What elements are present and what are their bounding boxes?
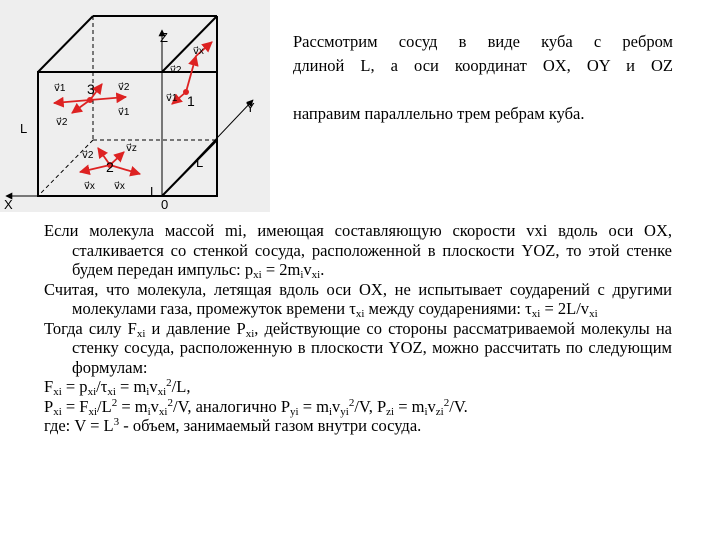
- origin-label: 0: [161, 197, 169, 212]
- velocity-v2-label: v⃗2: [118, 82, 130, 93]
- figure-background: [0, 0, 270, 212]
- formula-pressure: $P_{xi} = F_{xi}/L^2 = m_iv_{xi}^2/V$, аналогично $P_{yi} = m_iv_{yi}^2/V$, $P_{zi} = m_iv_{zi}^2/V$.: [44, 396, 468, 418]
- molecule-2-number: 2: [106, 159, 114, 175]
- formula-volume: где: $V = L^3$ - объем, занимаемый газом внутри сосуда.: [44, 416, 422, 435]
- axis-y-label: Y: [246, 100, 255, 115]
- intro-line-2: длиной L, а оси координат OX, OY и OZ: [293, 56, 673, 75]
- axis-z-label: Z: [160, 30, 168, 45]
- intro-line-1: Рассмотрим сосуд в виде куба с ребром: [293, 32, 673, 51]
- velocity-v2-label: v⃗2: [56, 117, 68, 128]
- paragraph-interval: Считая, что молекула, летящая вдоль оси OX, не испытывает соударений с другими молекулами газа, промежуток времени $\tau_{xi}$ между соударениями: $\tau_{xi} = 2L/v_{xi}$: [44, 279, 672, 320]
- intro-line-3: направим параллельно трем ребрам куба.: [293, 104, 585, 123]
- velocity-vz-label: v⃗z: [126, 143, 137, 154]
- molecule-1-number: 1: [187, 93, 195, 109]
- formula-force: $F_{xi} = p_{xi}/\tau_{xi} = m_iv_{xi}^2/L$,: [44, 377, 191, 398]
- body-text: [44, 221, 672, 436]
- velocity-vx-label: v⃗x: [114, 181, 125, 192]
- edge-label-right: L: [196, 155, 204, 170]
- paragraph-impulse: Если молекула массой mi, имеющая составляющую скорости vxi вдоль оси OX, сталкивается со стенкой сосуда, расположенной в плоскости YOZ, то этой стенке будем передан импульс: $p_{xi} = 2m_iv_{xi}$.: [44, 221, 672, 281]
- edge-label-left: L: [20, 121, 28, 136]
- velocity-v2-label: v⃗2: [170, 65, 182, 76]
- edge-label-bottom: L: [150, 184, 158, 199]
- velocity-vx-label: v⃗x: [84, 181, 95, 192]
- molecule-3-dot: [87, 97, 93, 103]
- intro-text: [293, 30, 673, 126]
- velocity-v1-label: v⃗1: [54, 83, 66, 94]
- velocity-v2-label: v⃗2: [82, 150, 94, 161]
- molecule-3-number: 3: [87, 81, 95, 97]
- velocity-v1-label: v⃗1: [166, 93, 178, 104]
- velocity-v1-label: v⃗1: [118, 107, 130, 118]
- cube-diagram: [0, 0, 270, 212]
- paragraph-force: Тогда силу $F_{xi}$ и давление $P_{xi}$, действующие со стороны рассматриваемой молекулы на стенку сосуда, расположенную в плоскости YOZ, можно рассчитать по следующим формулам:: [44, 318, 673, 377]
- velocity-vx-label: v⃗x: [193, 46, 204, 57]
- axis-x-label: X: [4, 197, 13, 212]
